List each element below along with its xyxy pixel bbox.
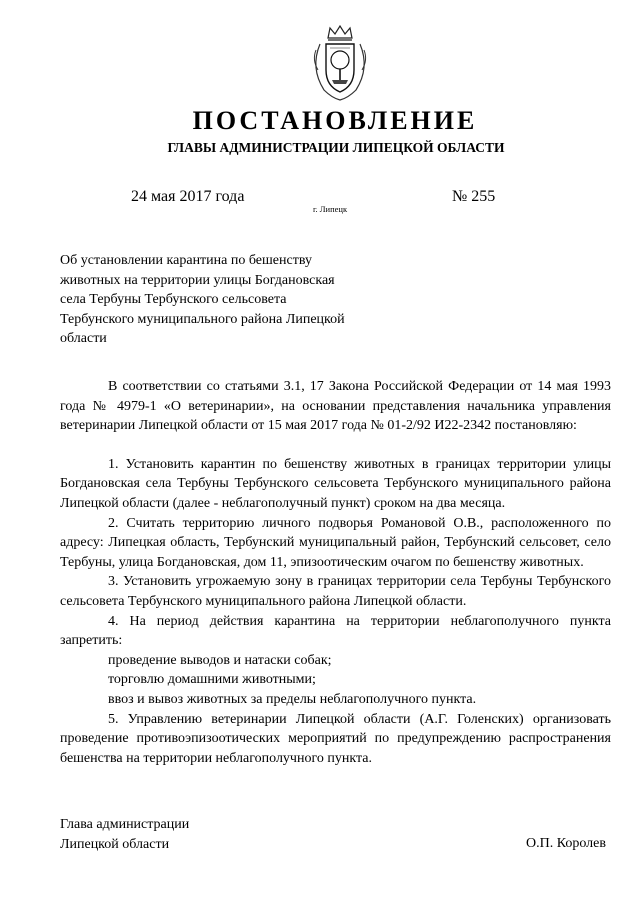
document-subject: Об установлении карантина по бешенству животных на территории улицы Богдановская села Тербуны Тербунского сельсовета Тербунского муниципального района Липецкой области	[60, 253, 345, 347]
document-city: г. Липецк	[313, 204, 348, 214]
point-3: 3. Установить угрожаемую зону в границах территории села Тербуны Тербунского сельсовета Тербунского муниципального района Липецкой области.	[60, 574, 611, 609]
signature-title-line1: Глава администрации	[60, 817, 190, 832]
prohibition-item: ввоз и вывоз животных за пределы неблагополучного пункта.	[108, 691, 477, 707]
coat-of-arms-icon	[306, 24, 374, 102]
signature-name: О.П. Королев	[526, 836, 606, 851]
point-5: 5. Управлению ветеринарии Липецкой области (А.Г. Голенских) организовать проведение противоэпизоотических мероприятий по предупреждению распространения бешенства на территории неблагополучного пункта.	[60, 711, 611, 766]
document-date: 24 мая 2017 года	[131, 188, 245, 205]
document-title: ПОСТАНОВЛЕНИЕ	[192, 106, 478, 135]
point-4: 4. На период действия карантина на территории неблагополучного пункта запретить:	[60, 613, 611, 649]
signature-title	[60, 815, 189, 854]
document-number: № 255	[452, 188, 496, 205]
signature-title-line2: Липецкой области	[60, 836, 170, 852]
prohibition-item: проведение выводов и натаски собак;	[108, 652, 332, 668]
point-2: 2. Считать территорию личного подворья Романовой О.В., расположенного по адресу: Липецкая область, Тербунский муниципальный район, Тербунский сельсовет, село Тербуны, улица Богдановская, дом 11, эпизоотическим очагом по бешенству животных.	[60, 515, 611, 570]
preamble-paragraph: В соответствии со статьями 3.1, 17 Закона Российской Федерации от 14 мая 1993 года № 4979-1 «О ветеринарии», на основании представления начальника управления ветеринарии Липецкой области от 15 мая 2017 года № 01-2/92 И22-2342 постановляю:	[60, 379, 611, 434]
prohibition-item: торговлю домашними животными;	[108, 672, 316, 688]
point-1: 1. Установить карантин по бешенству животных в границах территории улицы Богдановская села Тербуны Тербунского сельсовета Тербунского муниципального района Липецкой области (далее - неблагополучный пункт) сроком на два месяца.	[60, 456, 611, 511]
document-subtitle: ГЛАВЫ АДМИНИСТРАЦИИ ЛИПЕЦКОЙ ОБЛАСТИ	[167, 140, 505, 155]
document-body	[60, 377, 611, 768]
